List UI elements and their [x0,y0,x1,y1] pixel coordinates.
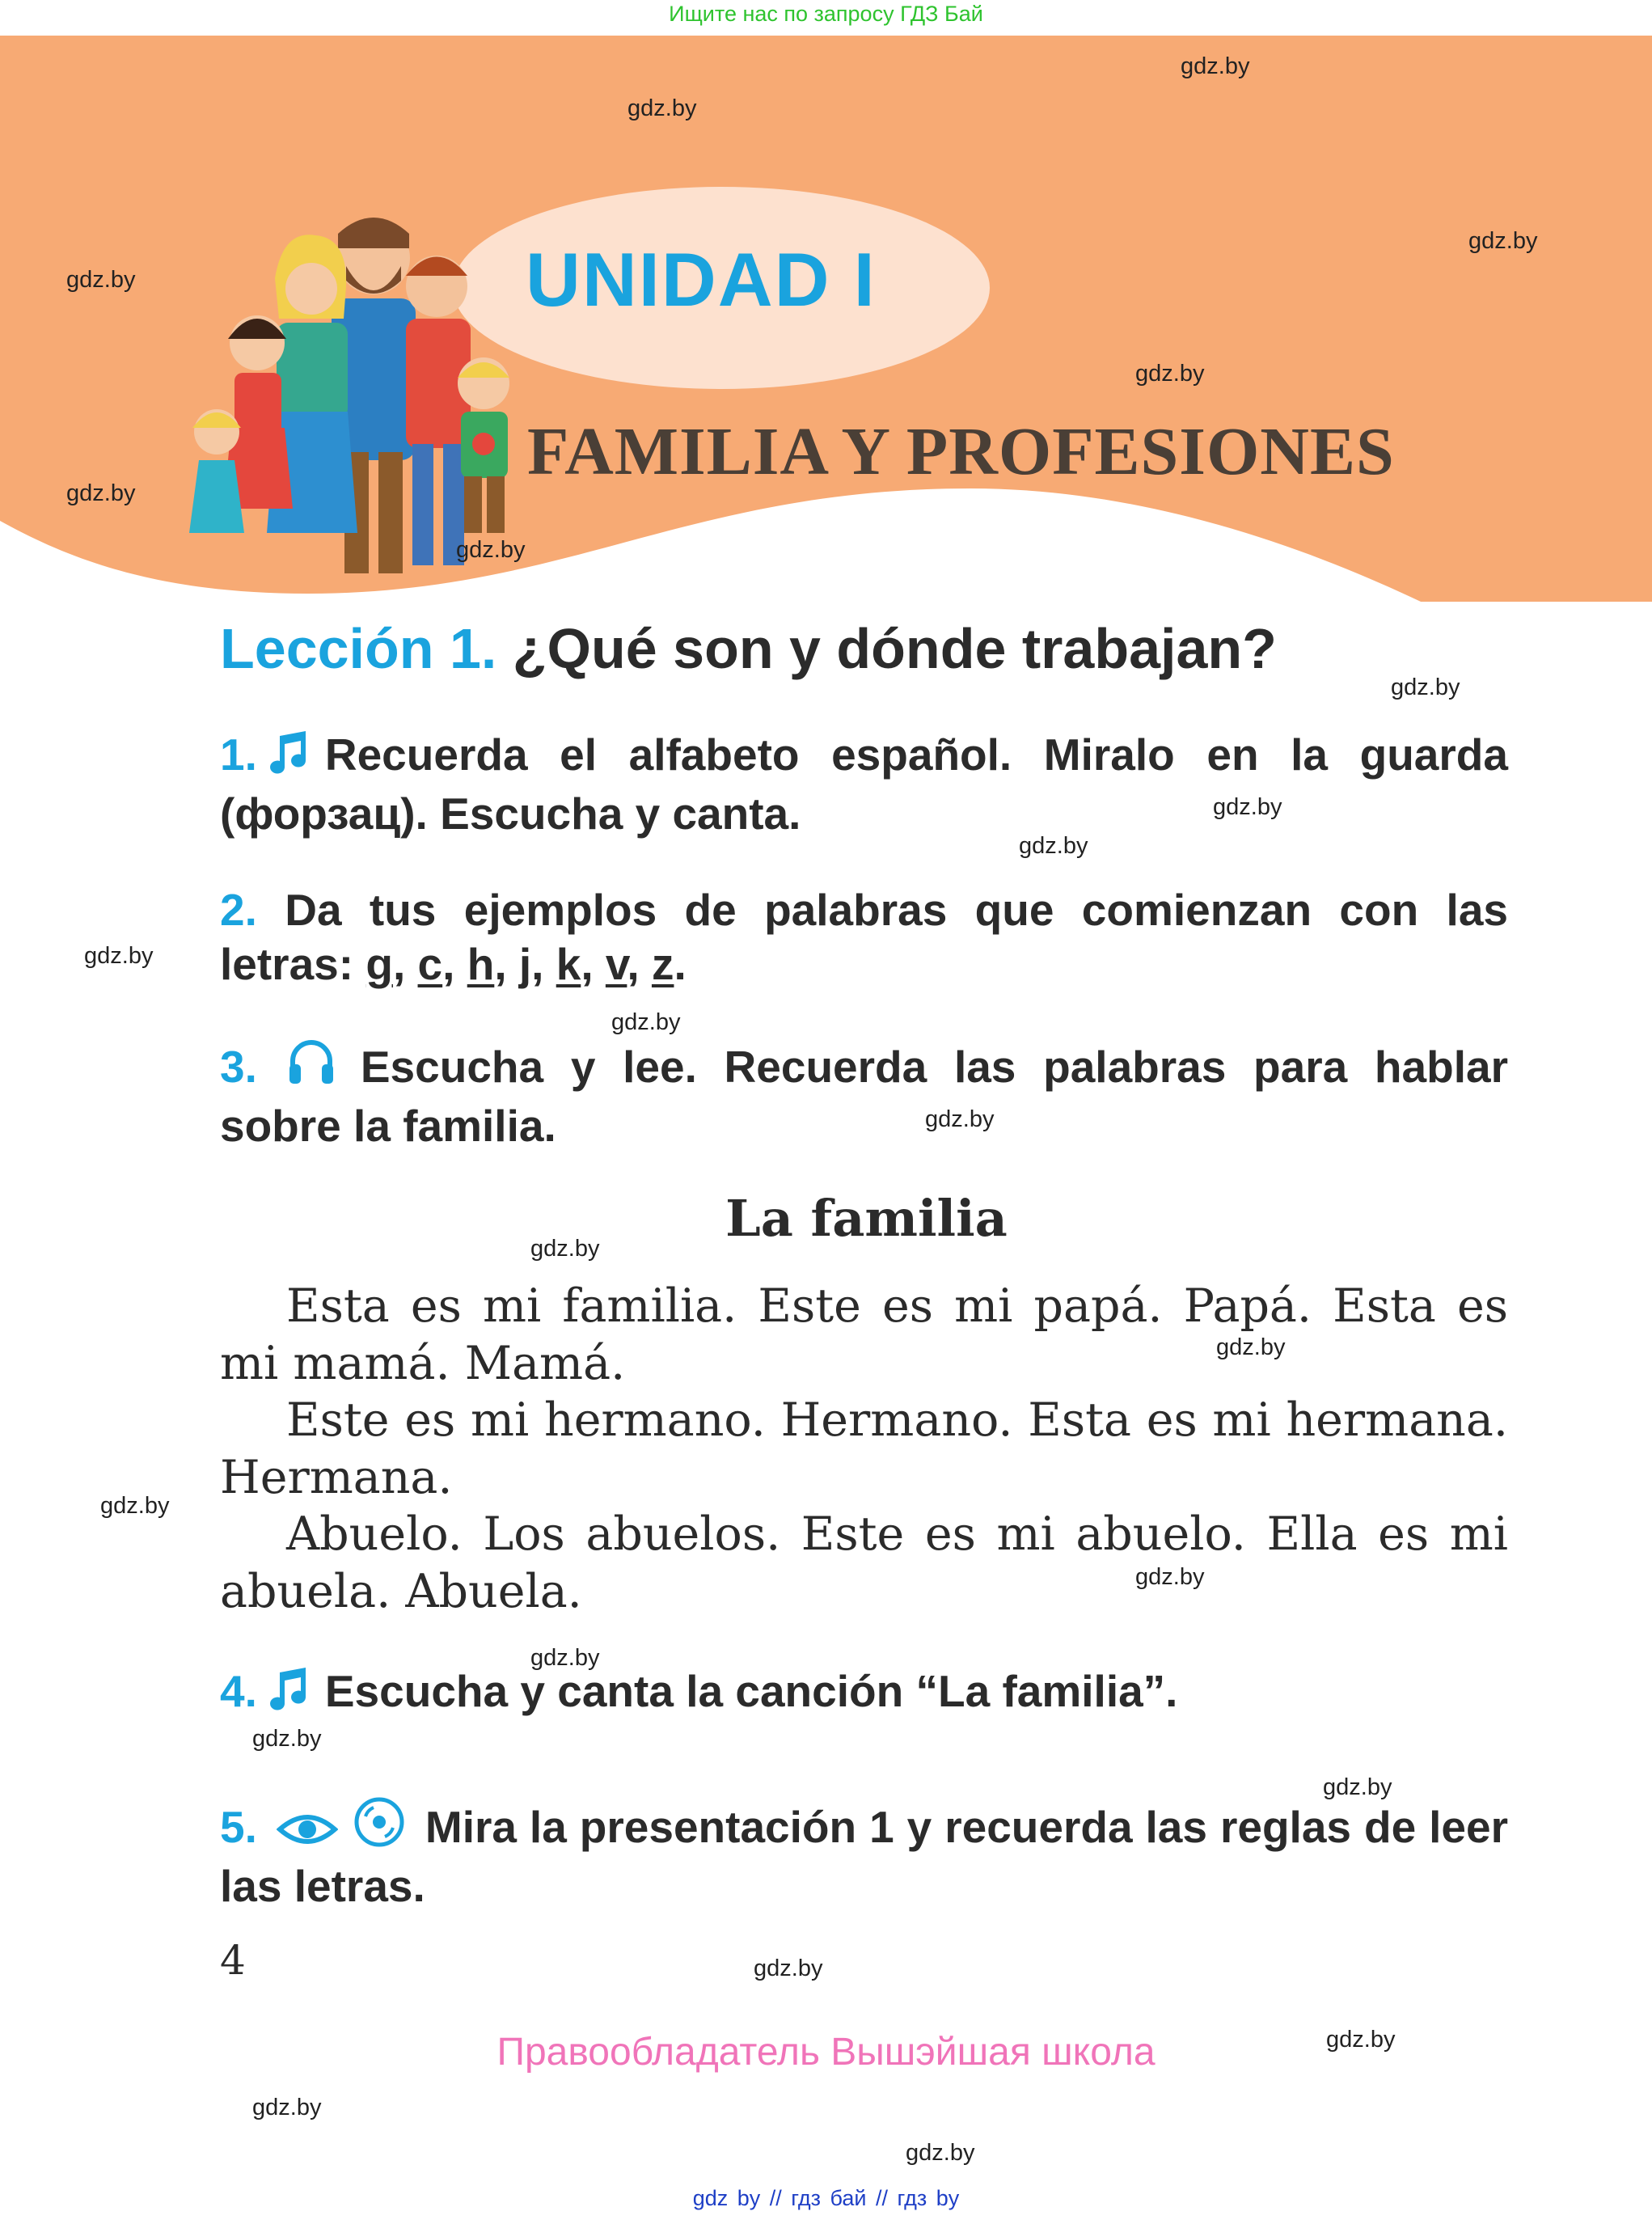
letter-z: z [651,939,674,989]
task-number: 2. [220,885,257,935]
watermark: gdz.by [66,480,136,506]
task-2: 2. Da tus ejemplos de palabras que comienzan con las letras: g, c, h, j, k, v, z. [220,885,1508,989]
watermark: gdz.by [1216,1334,1286,1360]
lesson-heading [220,616,1277,681]
task-4 [220,1664,1508,1723]
top-notice[interactable]: Ищите нас по запросу ГДЗ Бай [669,2,983,26]
reading-paragraph-2: Este es mi hermano. Hermano. Esta es mi hermana. Hermana. [220,1393,1508,1504]
watermark: gdz.by [906,2140,975,2166]
watermark: gdz.by [530,1236,600,1262]
reading-paragraph-1: Esta es mi familia. Este es mi papá. Papá. Esta es mi mamá. Mamá. [220,1279,1508,1390]
watermark: gdz.by [1323,1774,1392,1800]
task-5 [220,1797,1508,1913]
footer-links[interactable]: gdz by // гдз бай // гдз by [692,2186,960,2210]
music-note-icon [265,729,311,787]
letter-j: j [518,939,532,989]
eye-icon [277,1805,338,1859]
task-number: 1. [220,729,257,780]
watermark: gdz.by [252,2095,322,2120]
unit-title: UNIDAD I [526,237,877,322]
task-number: 5. [220,1802,257,1852]
letter-v: v [605,939,627,989]
task-1 [220,728,1508,841]
lesson-title: ¿Qué son y dónde trabajan? [512,617,1277,680]
disc-icon [354,1797,404,1859]
task-text: Escucha y canta la canción “La familia”. [324,1666,1178,1716]
watermark: gdz.by [754,1956,823,1981]
watermark: gdz.by [1468,228,1538,254]
task-text: Mira la presentación 1 y recuerda las reglas de leer las letras. [220,1802,1508,1911]
task-text: Da tus ejemplos de palabras que comienzan con las letras: [220,885,1508,989]
headphones-icon [286,1037,336,1099]
letter-h: h [467,939,495,989]
letter-g: g [365,939,393,989]
letter-c: c [417,939,443,989]
watermark: gdz.by [100,1493,170,1519]
watermark: gdz.by [1181,53,1250,79]
task-text: Escucha y lee. Recuerda las palabras para hablar sobre la familia. [220,1042,1508,1151]
watermark: gdz.by [1326,2027,1396,2053]
watermark: gdz.by [627,95,697,121]
task-text: Recuerda el alfabeto español. Miralo en la guarda (форзац). Escucha y canta. [220,729,1508,839]
reading-paragraph-3: Abuelo. Los abuelos. Este es mi abuelo. Ella es mi abuela. Abuela. [220,1507,1508,1618]
letter-k: k [556,939,581,989]
watermark: gdz.by [1135,361,1205,387]
watermark: gdz.by [611,1009,681,1035]
task-number: 4. [220,1666,257,1716]
page-number: 4 [220,1937,246,1984]
watermark: gdz.by [1391,674,1460,700]
watermark: gdz.by [1213,794,1282,820]
music-note-icon [265,1666,311,1723]
watermark: gdz.by [66,267,136,293]
lesson-number: Lección 1. [220,617,497,680]
watermark: gdz.by [925,1106,995,1132]
watermark: gdz.by [530,1645,600,1671]
unit-subtitle: FAMILIA Y PROFESIONES [527,414,1395,489]
copyright-notice: Правообладатель Вышэйшая школа [496,2031,1156,2074]
watermark: gdz.by [1019,833,1088,859]
reading-title: La familia [725,1189,1008,1248]
task-3 [220,1037,1508,1153]
watermark: gdz.by [252,1726,322,1752]
task-number: 3. [220,1042,257,1092]
watermark: gdz.by [456,537,526,563]
watermark: gdz.by [1135,1564,1205,1590]
watermark: gdz.by [84,943,154,969]
